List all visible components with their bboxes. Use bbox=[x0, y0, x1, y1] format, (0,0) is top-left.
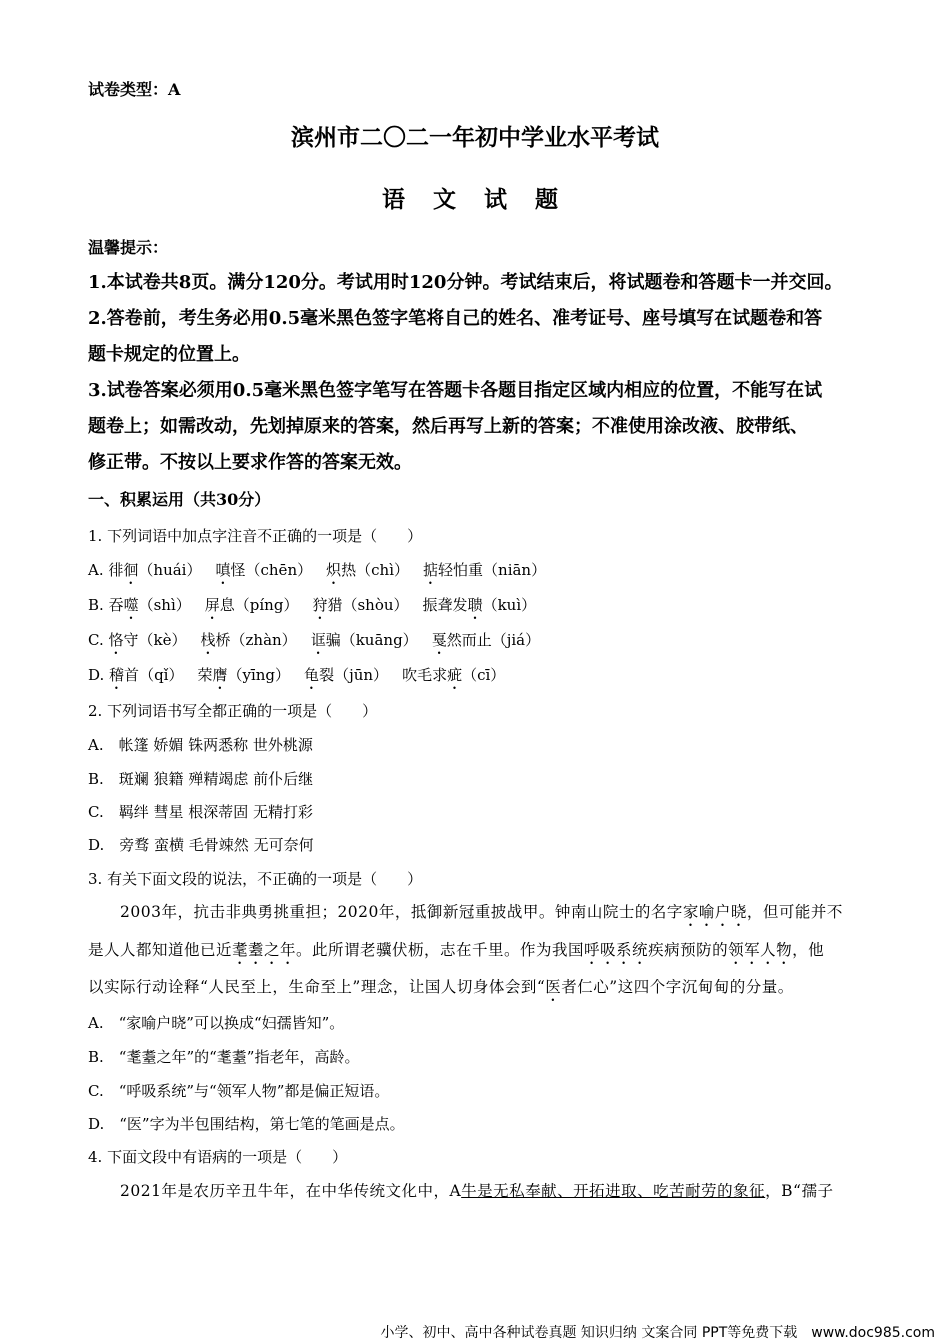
footer-text: 小学、初中、高中各种试卷真题 知识归纳 文案合同 PPT等免费下载 www.doc985.com bbox=[380, 1325, 935, 1341]
pinyin: （qǐ） bbox=[139, 666, 184, 684]
emphasized-char: 掂 bbox=[423, 561, 439, 579]
word-text: 桥 bbox=[215, 631, 231, 649]
option-label: A. bbox=[88, 561, 109, 579]
q4-passage-line bbox=[88, 1181, 834, 1201]
word-with-pinyin bbox=[423, 596, 537, 614]
passage-text: 2003年，抗击非典勇挑重担；2020年，抵御新冠重披战甲。钟南山院士的名字 bbox=[88, 903, 683, 921]
page-subtitle: 语 文 试 题 bbox=[381, 186, 569, 213]
emphasized-char: 戛 bbox=[431, 631, 447, 649]
emphasized-text: 呼吸系统 bbox=[584, 941, 649, 959]
word-text: 振聋发 bbox=[422, 596, 468, 614]
q1-option-c bbox=[88, 630, 540, 658]
q3-stem: 3. 有关下面文段的说法，不正确的一项是（ ） bbox=[88, 870, 423, 888]
word-text: 吹毛求 bbox=[402, 666, 448, 684]
emphasized-char: 龟 bbox=[304, 666, 320, 684]
tip-line: 题卷上；如需改动，先划掉原来的答案，然后再写上新的答案；不准使用涂改液、胶带纸、 bbox=[88, 416, 808, 437]
tip-line: 修正带。不按以上要求作答的答案无效。 bbox=[88, 452, 412, 473]
q3-option-b: B. “耄耋之年”的“耄耋”指老年，高龄。 bbox=[88, 1048, 360, 1066]
word-with-pinyin bbox=[215, 561, 312, 579]
pinyin: （zhàn） bbox=[230, 631, 297, 649]
word-with-pinyin bbox=[423, 561, 546, 579]
passage-text: ，但可能并不 bbox=[746, 903, 843, 921]
word-text: 然而止 bbox=[446, 631, 492, 649]
emphasized-char: 诓 bbox=[310, 631, 326, 649]
tips-heading: 温馨提示： bbox=[88, 238, 169, 257]
pinyin: （niān） bbox=[483, 561, 547, 579]
emphasized-char: 炽 bbox=[326, 561, 342, 579]
pinyin: （jūn） bbox=[334, 666, 389, 684]
pinyin: （kuāng） bbox=[340, 631, 418, 649]
option-label: B. bbox=[88, 596, 109, 614]
emphasized-char: 栈 bbox=[200, 631, 216, 649]
emphasized-char: 疵 bbox=[447, 666, 463, 684]
emphasized-char: 狩 bbox=[312, 596, 328, 614]
q3-option-d: D. “医”字为半包围结构，第七笔的笔画是点。 bbox=[88, 1115, 405, 1133]
word-with-pinyin bbox=[205, 596, 299, 614]
q3-option-a: A. “家喻户晓”可以换成“妇孺皆知”。 bbox=[88, 1014, 345, 1032]
pinyin: （shì） bbox=[138, 596, 191, 614]
word-with-pinyin bbox=[304, 666, 388, 684]
emphasized-char: 徊 bbox=[123, 561, 139, 579]
emphasized-text: 家喻户晓 bbox=[682, 903, 747, 921]
passage-text: ，B“孺子 bbox=[765, 1182, 834, 1200]
underlined-text: 牛是无私奉献、开拓进取、吃苦耐劳的象征 bbox=[461, 1182, 766, 1200]
word-text: 怪 bbox=[230, 561, 246, 579]
tip-line: 1.本试卷共8页。满分120分。考试用时120分钟。考试结束后，将试题卷和答题卡一并交回。 bbox=[88, 272, 843, 293]
emphasized-char: 聩 bbox=[467, 596, 483, 614]
word-text: 热 bbox=[341, 561, 357, 579]
passage-text: 者仁心”这四个字沉甸甸的分量。 bbox=[561, 978, 794, 996]
emphasized-text: 耄耋之年 bbox=[232, 941, 297, 959]
option-label: C. bbox=[88, 631, 109, 649]
passage-text: 以实际行动诠释“人民至上，生命至上”理念，让国人切身体会到“ bbox=[88, 978, 546, 996]
passage-text: 。此所谓老骥伏枥，志在千里。作为我国 bbox=[296, 941, 585, 959]
q4-stem: 4. 下面文段中有语病的一项是（ ） bbox=[88, 1148, 348, 1166]
emphasized-char: 嗔 bbox=[215, 561, 231, 579]
word-with-pinyin bbox=[200, 631, 296, 649]
q1-stem: 1. 下列词语中加点字注音不正确的一项是（ ） bbox=[88, 527, 423, 545]
q2-option-d: D. 旁骛 蛮横 毛骨竦然 无可奈何 bbox=[88, 836, 314, 854]
q3-passage-line bbox=[88, 902, 843, 930]
pinyin: （píng） bbox=[234, 596, 299, 614]
passage-text: ，他 bbox=[792, 941, 825, 959]
q1-option-b bbox=[88, 595, 536, 623]
q2-option-a: A. 帐篷 娇媚 铢两悉称 世外桃源 bbox=[88, 736, 313, 754]
q2-option-c: C. 羁绊 彗星 根深蒂固 无精打彩 bbox=[88, 803, 314, 821]
word-text: 裂 bbox=[319, 666, 335, 684]
emphasized-char: 膺 bbox=[212, 666, 228, 684]
word-with-pinyin bbox=[326, 561, 409, 579]
pinyin: （yīng） bbox=[227, 666, 291, 684]
passage-text: 2021年是农历辛丑牛年，在中华传统文化中，A bbox=[88, 1182, 462, 1200]
pinyin: （kè） bbox=[138, 631, 187, 649]
q3-option-c: C. “呼吸系统”与“领军人物”都是偏正短语。 bbox=[88, 1082, 390, 1100]
emphasized-char: 稽 bbox=[109, 666, 125, 684]
section-heading: 一、积累运用（共30分） bbox=[88, 490, 271, 509]
pinyin: （shòu） bbox=[342, 596, 409, 614]
pinyin: （cī） bbox=[462, 666, 506, 684]
word-with-pinyin bbox=[312, 596, 408, 614]
q3-passage-line bbox=[88, 977, 794, 1005]
word-text: 荣 bbox=[197, 666, 213, 684]
passage-text: 是人人都知道他已近 bbox=[88, 941, 233, 959]
q1-option-d bbox=[88, 665, 505, 693]
word-with-pinyin bbox=[108, 561, 201, 579]
tip-line: 题卡规定的位置上。 bbox=[88, 344, 250, 365]
passage-text: 疾病预防的 bbox=[648, 941, 729, 959]
q3-passage-line bbox=[88, 940, 824, 968]
pinyin: （huái） bbox=[138, 561, 202, 579]
word-with-pinyin bbox=[108, 631, 186, 649]
word-with-pinyin bbox=[197, 666, 290, 684]
word-text: 徘 bbox=[108, 561, 124, 579]
word-with-pinyin bbox=[432, 631, 540, 649]
emphasized-char: 屏 bbox=[204, 596, 220, 614]
word-with-pinyin bbox=[311, 631, 418, 649]
tip-line: 3.试卷答案必须用0.5毫米黑色签字笔写在答题卡各题目指定区域内相应的位置，不能写在试 bbox=[88, 380, 823, 401]
word-text: 息 bbox=[219, 596, 235, 614]
pinyin: （jiá） bbox=[491, 631, 541, 649]
pinyin: （kuì） bbox=[482, 596, 537, 614]
word-text: 骗 bbox=[325, 631, 341, 649]
option-label: D. bbox=[88, 666, 110, 684]
page-title: 滨州市二〇二一年初中学业水平考试 bbox=[291, 124, 659, 151]
exam-type: 试卷类型：A bbox=[88, 80, 181, 99]
word-text: 吞 bbox=[108, 596, 124, 614]
word-text: 猎 bbox=[327, 596, 343, 614]
pinyin: （chì） bbox=[356, 561, 409, 579]
emphasized-text: 医 bbox=[545, 978, 562, 996]
word-with-pinyin bbox=[109, 666, 183, 684]
q1-option-a bbox=[88, 560, 546, 588]
pinyin: （chēn） bbox=[245, 561, 313, 579]
emphasized-char: 噬 bbox=[123, 596, 139, 614]
word-text: 首 bbox=[124, 666, 140, 684]
word-with-pinyin bbox=[402, 666, 505, 684]
word-text: 守 bbox=[123, 631, 139, 649]
q2-stem: 2. 下列词语书写全都正确的一项是（ ） bbox=[88, 702, 378, 720]
word-with-pinyin bbox=[109, 596, 191, 614]
emphasized-text: 领军人物 bbox=[728, 941, 793, 959]
tip-line: 2.答卷前，考生务必用0.5毫米黑色签字笔将自己的姓名、准考证号、座号填写在试题卷和答 bbox=[88, 308, 823, 329]
word-text: 轻怕重 bbox=[438, 561, 484, 579]
q2-option-b: B. 斑斓 狼籍 殚精竭虑 前仆后继 bbox=[88, 770, 314, 788]
emphasized-char: 恪 bbox=[108, 631, 124, 649]
